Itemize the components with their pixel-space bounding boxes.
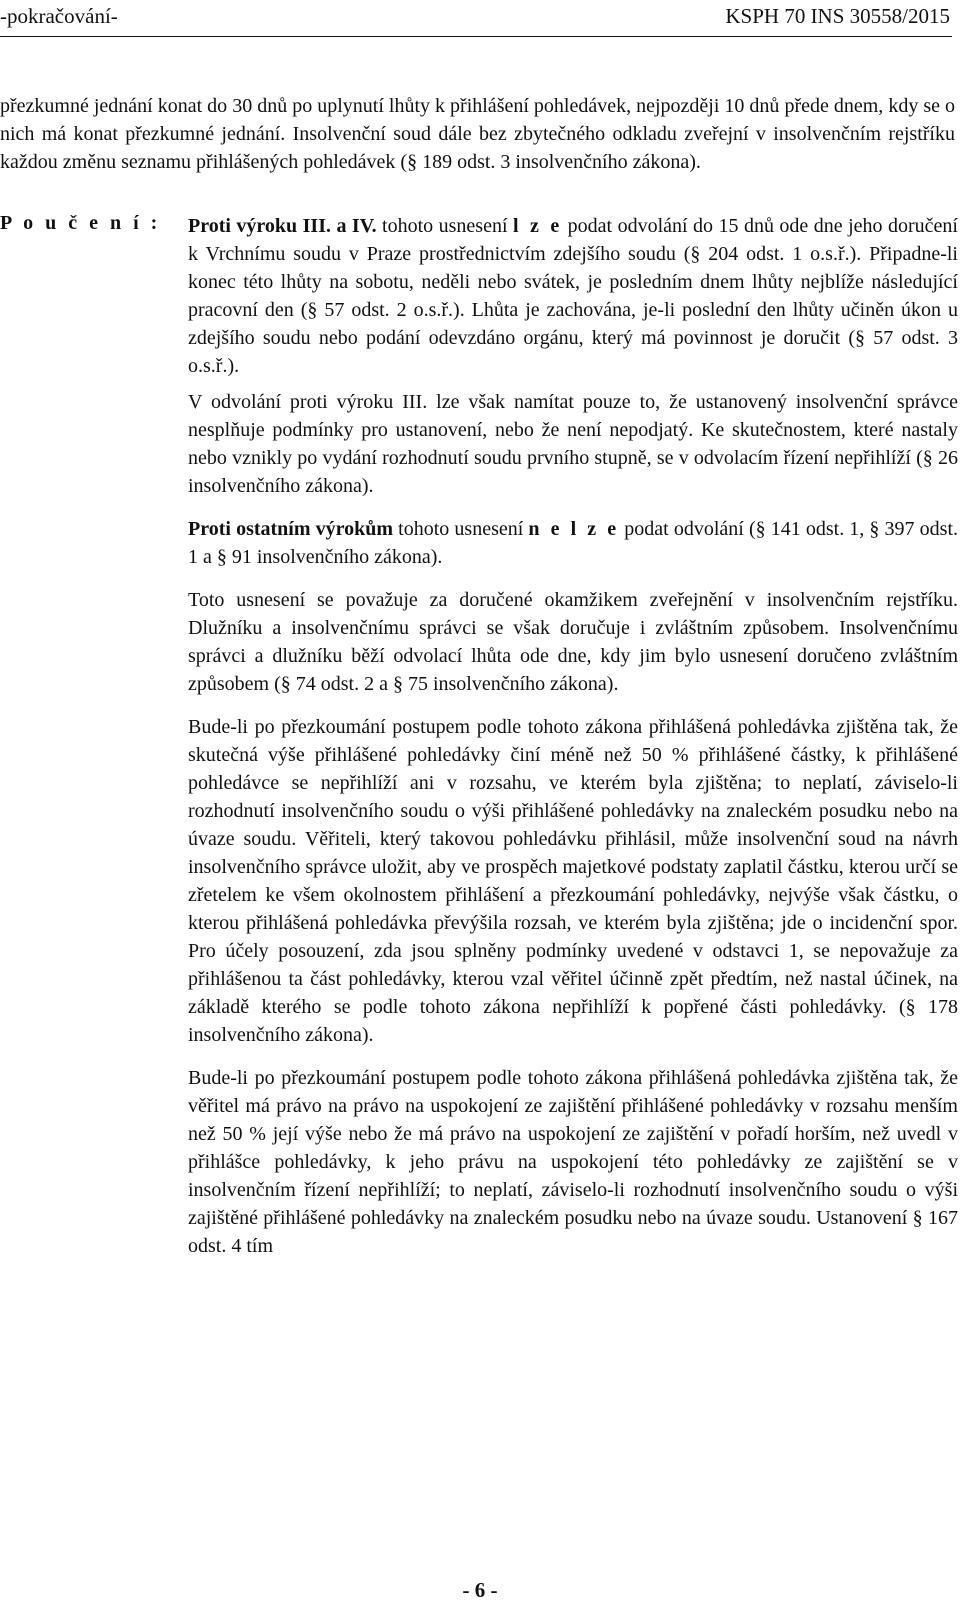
text-span: tohoto usnesení: [376, 215, 513, 237]
continuation-label: -pokračování-: [0, 4, 118, 28]
paragraph-appeal-grounds: V odvolání proti výroku III. lze však namítat pouze to, že ustanovený insolvenční správce nesplňuje podmínky pro ustanovení, nebo že není nepodjatý. Ke skutečnostem, které nastaly nebo vznikly po vydání rozhodnutí soudu prvního stupně, se v odvolacím řízení nepřihlíží (§ 26 insolvenčního zákona).: [188, 391, 958, 497]
verdict-reference: Proti ostatním výrokům: [188, 518, 394, 540]
intro-paragraph: přezkumné jednání konat do 30 dnů po uplynutí lhůty k přihlášení pohledávek, nejpozději 10 dnů přede dnem, kdy se o nich má konat přezkumné jednání. Insolvenční soud dále bez zbytečného odkladu zveřejní v insolvenčním rejstříku každou změnu seznamu přihlášených pohledávek (§ 189 odst. 3 insolvenčního zákona).: [0, 95, 955, 173]
header-divider: [0, 36, 952, 37]
page-header: [0, 4, 960, 34]
emphasis-lze: l z e: [512, 215, 563, 237]
paragraph-delivery: Toto usnesení se považuje za doručené okamžikem zveřejnění v insolvenčním rejstříku. Dlužníku a insolvenčnímu správci se však doručuje i zvláštním způsobem. Insolvenčnímu správci a dlužníku běží odvolací lhůta ode dne, kdy jim bylo usnesení doručeno zvláštním způsobem (§ 74 odst. 2 a § 75 insolvenčního zákona).: [188, 589, 958, 695]
text-span: podat odvolání do 15 dnů ode dne jeho doručení k Vrchnímu soudu v Praze prostřednictvím zdejšího soudu (§ 204 odst. 1 o.s.ř.). Připadne-li konec této lhůty na sobotu, neděli nebo svátek, je posledním dnem lhůty nejblíže následující pracovní den (§ 57 odst. 2 o.s.ř.). Lhůta je zachována, je-li poslední den lhůty učiněn úkon u zdejšího soudu nebo podání odevzdáno orgánu, který má povinnost je doručit (§ 57 odst. 3 o.s.ř.).: [188, 215, 958, 377]
paragraph-secured-claim: Bude-li po přezkoumání postupem podle tohoto zákona přihlášená pohledávka zjištěna tak, že věřitel má právo na právo na uspokojení ze zajištění přihlášené pohledávky v rozsahu menším než 50 % její výše nebo že má právo na uspokojení ze zajištění v pořadí horším, než uvedl v přihlášce pohledávky, k jeho právu na uspokojení této pohledávky ze zajištění se v insolvenčním řízení nepřihlíží; to neplatí, záviselo-li rozhodnutí insolvenčního soudu o výši zajištěné přihlášené pohledávky na znaleckém posudku nebo na úvaze soudu. Ustanovení § 167 odst. 4 tím: [188, 1067, 958, 1257]
verdict-reference: Proti výroku III. a IV.: [188, 215, 377, 237]
paragraph-appeal-not-allowed: [188, 515, 958, 571]
paragraph-appeal-allowed: [188, 212, 958, 380]
text-span: podat odvolání (§ 141 odst. 1, § 397 odst. 1 a § 91 insolvenčního zákona).: [188, 518, 958, 568]
case-number: KSPH 70 INS 30558/2015: [725, 4, 950, 28]
instruction-body: [188, 212, 958, 1275]
text-span: tohoto usnesení: [393, 518, 529, 540]
page-number: - 6 -: [462, 1578, 498, 1602]
instruction-label: P o u č e n í :: [0, 212, 161, 234]
emphasis-nelze: n e l z e: [528, 518, 620, 540]
paragraph-claim-review: Bude-li po přezkoumání postupem podle tohoto zákona přihlášená pohledávka zjištěna tak, že skutečná výše přihlášené pohledávky činí méně než 50 % přihlášené částky, k přihlášené pohledávce se nepřihlíží ani v rozsahu, ve kterém byla zjištěna; to neplatí, záviselo-li rozhodnutí insolvenčního soudu o výši přihlášené pohledávky na znaleckém posudku nebo na úvaze soudu. Věřiteli, který takovou pohledávku přihlásil, může insolvenční soud na návrh insolvenčního správce uložit, aby ve prospěch majetkové podstaty zaplatil částku, kterou určí se zřetelem ke všem okolnostem přihlášení a přezkoumání pohledávky, nejvýše však částku, o kterou přihlášená pohledávka převýšila rozsah, ve kterém byla zjištěna; jde o incidenční spor. Pro účely posouzení, zda jsou splněny podmínky uvedené v odstavci 1, se nepovažuje za přihlášenou ta část pohledávky, kterou vzal věřitel účinně zpět předtím, než nastal účinek, na základě kterého se podle tohoto zákona nepřihlíží k popřené části pohledávky. (§ 178 insolvenčního zákona).: [188, 716, 958, 1046]
